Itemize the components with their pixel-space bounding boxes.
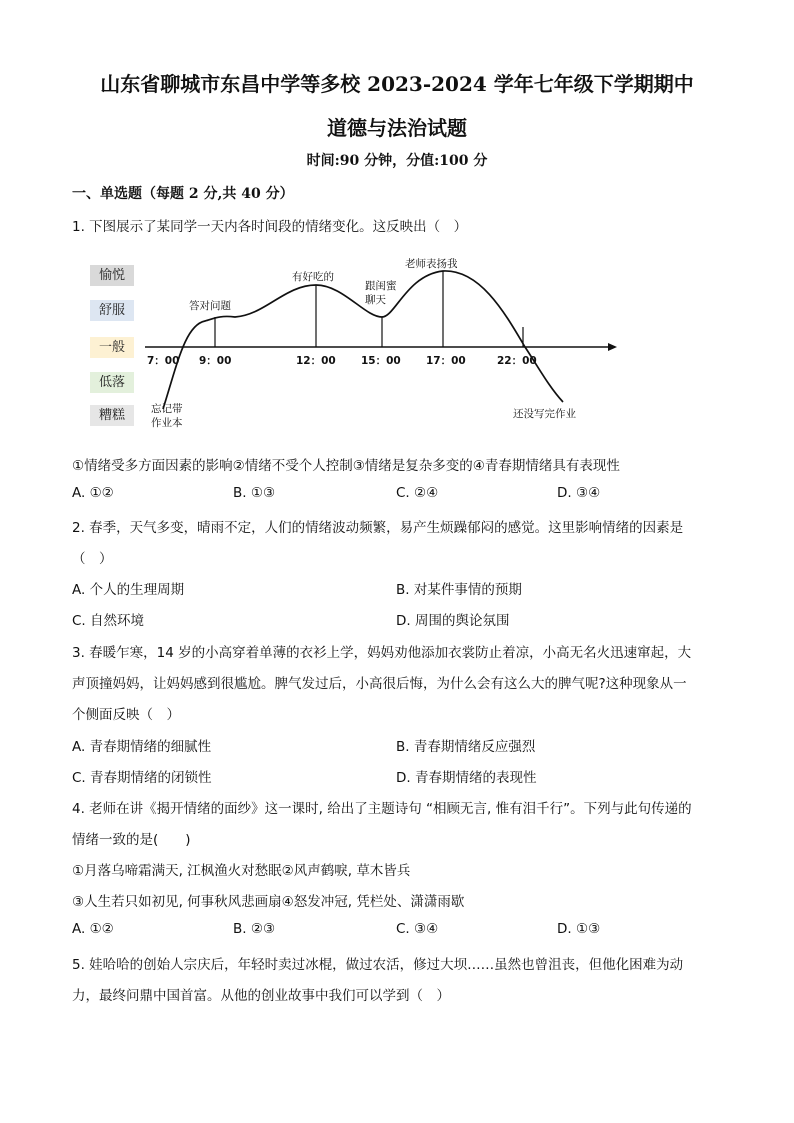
question-1-statements: ①情绪受多方面因素的影响②情绪不受个人控制③情绪是复杂多变的④青春期情绪具有表现性 <box>72 458 620 474</box>
time-tick-label: 15：00 <box>361 355 401 367</box>
annotation-label: 老师表扬我 <box>405 258 458 270</box>
exam-meta: 时间:90 分钟，分值:100 分 <box>306 153 488 169</box>
option-a[interactable]: A. 个人的生理周期 <box>72 582 185 598</box>
option-b[interactable]: B. 青春期情绪反应强烈 <box>396 739 536 755</box>
option-c[interactable]: C. ②④ <box>396 485 439 501</box>
option-d[interactable]: D. 青春期情绪的表现性 <box>396 770 537 786</box>
level-label: 一般 <box>90 337 134 358</box>
option-a[interactable]: A. ①② <box>72 485 114 501</box>
option-b[interactable]: B. ②③ <box>233 921 276 937</box>
question-4-stem: 情绪一致的是( ) <box>72 832 191 848</box>
annotation-label: 答对问题 <box>189 300 231 312</box>
question-3-stem: 个侧面反映（ ） <box>72 707 180 723</box>
option-d[interactable]: D. 周围的舆论氛围 <box>396 613 510 629</box>
option-c[interactable]: C. 青春期情绪的闭锁性 <box>72 770 212 786</box>
annotation-label: 还没写完作业 <box>513 408 576 420</box>
option-d[interactable]: D. ③④ <box>557 485 601 501</box>
page-title: 山东省聊城市东昌中学等多校 2023-2024 学年七年级下学期期中 <box>100 72 694 96</box>
option-c[interactable]: C. ③④ <box>396 921 439 937</box>
option-d[interactable]: D. ①③ <box>557 921 601 937</box>
level-label: 低落 <box>90 372 134 393</box>
time-tick-label: 12：00 <box>296 355 336 367</box>
question-4-stem: 4. 老师在讲《揭开情绪的面纱》这一课时, 给出了主题诗句 “相顾无言, 惟有泪千行”。下列与此句传递的 <box>72 801 692 817</box>
level-label: 舒服 <box>90 300 134 321</box>
question-5-stem: 5. 娃哈哈的创始人宗庆后，年轻时卖过冰棍，做过农活，修过大坝……虽然也曾沮丧，但他化困难为动 <box>72 957 684 973</box>
level-label: 愉悦 <box>90 265 134 286</box>
annotation-label: 跟闺蜜 聊天 <box>365 280 397 306</box>
time-tick-label: 17：00 <box>426 355 466 367</box>
emotion-curve <box>163 271 563 409</box>
question-3-stem: 3. 春暖乍寒，14 岁的小高穿着单薄的衣衫上学，妈妈劝他添加衣裳防止着凉，小高无名火迅速窜起，大 <box>72 645 692 661</box>
time-tick-label: 22：00 <box>497 355 537 367</box>
question-2-stem: 2. 春季，天气多变，晴雨不定，人们的情绪波动频繁，易产生烦躁郁闷的感觉。这里影响情绪的因素是 <box>72 520 684 536</box>
question-3-stem: 声顶撞妈妈，让妈妈感到很尴尬。脾气发过后，小高很后悔，为什么会有这么大的脾气呢?这种现象从一 <box>72 676 687 692</box>
level-label: 糟糕 <box>90 405 134 426</box>
option-b[interactable]: B. 对某件事情的预期 <box>396 582 522 598</box>
option-b[interactable]: B. ①③ <box>233 485 276 501</box>
page-subtitle: 道德与法治试题 <box>327 116 467 140</box>
time-tick-label: 9：00 <box>199 355 232 367</box>
question-5-stem: 力，最终问鼎中国首富。从他的创业故事中我们可以学到（ ） <box>72 988 450 1004</box>
time-tick-label: 7：00 <box>147 355 180 367</box>
section-heading: 一、单选题（每题 2 分,共 40 分） <box>72 186 294 202</box>
option-a[interactable]: A. ①② <box>72 921 114 937</box>
question-1-stem: 1. 下图展示了某同学一天内各时间段的情绪变化。这反映出（ ） <box>72 219 468 235</box>
question-4-statement: ①月落乌啼霜满天, 江枫渔火对愁眠②风声鹤唳, 草木皆兵 <box>72 863 411 879</box>
annotation-label: 忘记带 作业本 <box>151 403 183 429</box>
annotation-label: 有好吃的 <box>292 271 334 283</box>
option-a[interactable]: A. 青春期情绪的细腻性 <box>72 739 212 755</box>
option-c[interactable]: C. 自然环境 <box>72 613 145 629</box>
axis-arrow <box>608 343 617 351</box>
question-4-statement: ③人生若只如初见, 何事秋风悲画扇④怒发冲冠, 凭栏处、潇潇雨歇 <box>72 894 465 910</box>
emotion-chart <box>85 255 645 435</box>
question-2-stem: （ ） <box>72 551 113 567</box>
